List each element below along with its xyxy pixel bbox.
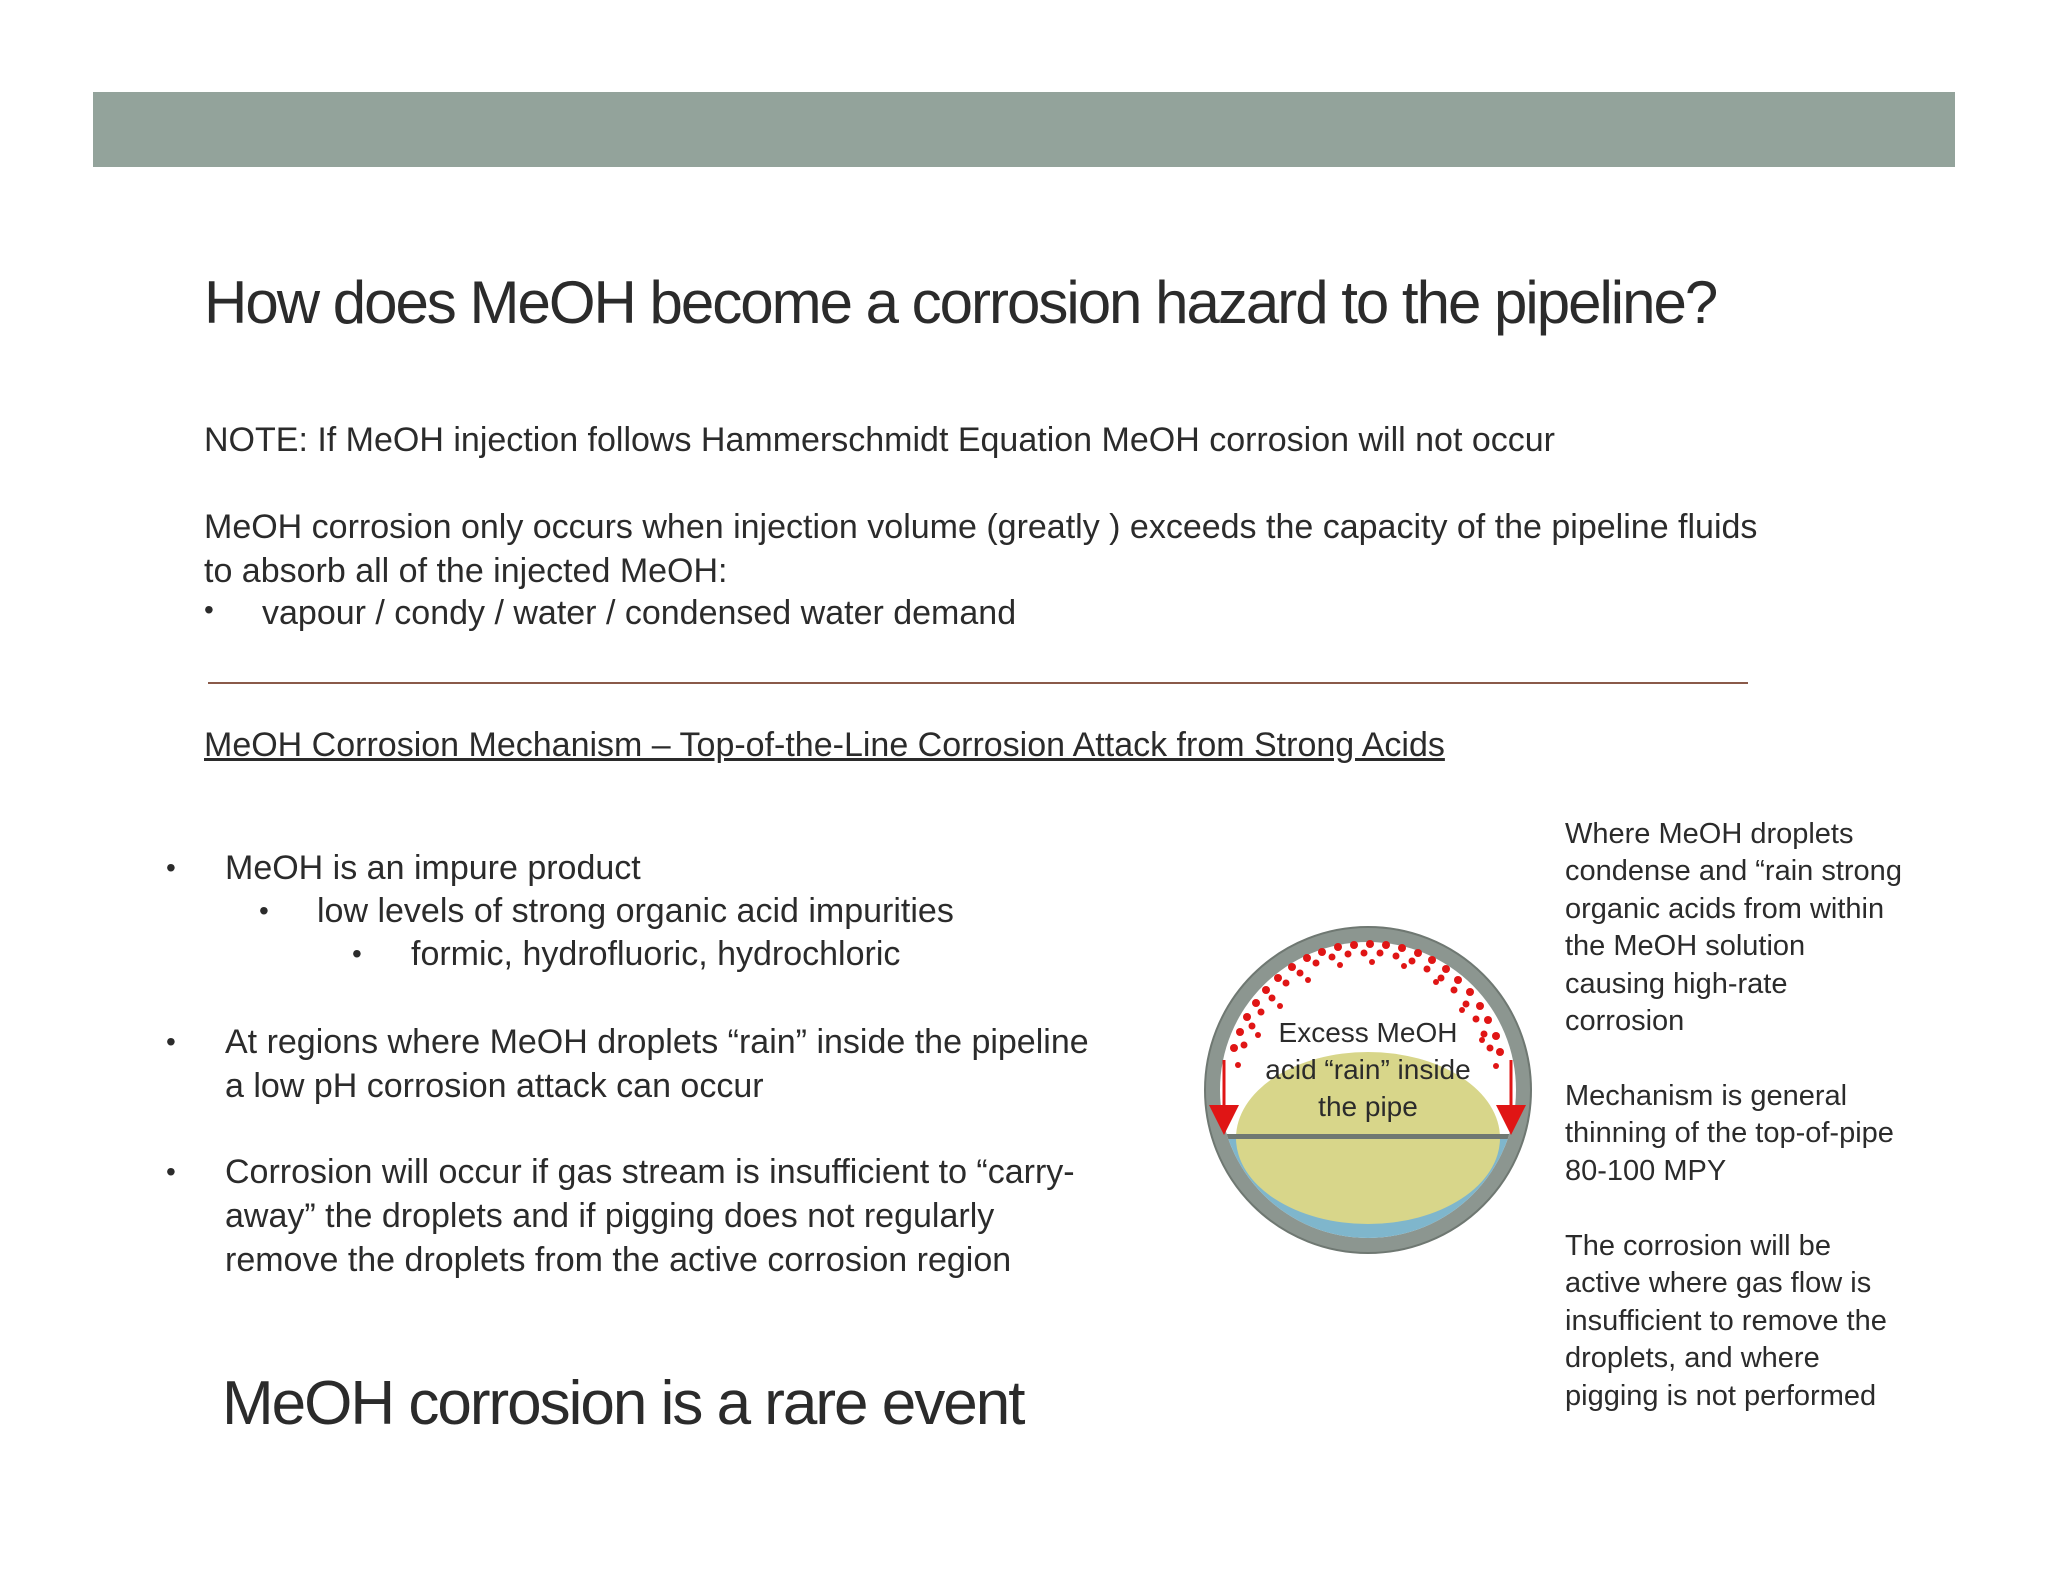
bullet-marker: • [204,594,214,625]
bullet-marker: • [259,895,269,926]
bullet-rain-line-2: a low pH corrosion attack can occur [225,1067,764,1105]
liquid-line [1210,1134,1530,1139]
side-note-line: insufficient to remove the [1565,1305,1887,1337]
bullet-marker: • [166,852,176,883]
pipe-cross-section-diagram [1200,920,1540,1260]
diagram-label-line-2: acid “rain” inside [1265,1054,1471,1085]
side-note-line: organic acids from within [1565,893,1885,925]
divider-rule [208,682,1748,684]
side-note-line: Where MeOH droplets [1565,818,1854,850]
bullet-carry-line-1: Corrosion will occur if gas stream is insufficient to “carry- [225,1153,1075,1191]
header-bar [93,92,1955,167]
mechanism-subheading: MeOH Corrosion Mechanism – Top-of-the-Line Corrosion Attack from Strong Acids [204,726,1445,764]
side-note-line: causing high-rate [1565,968,1788,1000]
side-note-line: droplets, and where [1565,1342,1820,1374]
bullet-marker: • [166,1026,176,1057]
diagram-label-line-3: the pipe [1318,1091,1418,1122]
bullet-marker: • [166,1156,176,1187]
side-note-line: the MeOH solution [1565,930,1806,962]
bullet-carry-line-3: remove the droplets from the active corrosion region [225,1241,1012,1279]
bullet-impure: MeOH is an impure product [225,849,641,887]
bullet-marker: • [352,938,362,969]
bullet-carry-line-2: away” the droplets and if pigging does not regularly [225,1197,995,1235]
diagram-label-line-1: Excess MeOH [1278,1017,1458,1048]
side-note-line: 80-100 MPY [1565,1155,1727,1187]
capacity-line-1: MeOH corrosion only occurs when injection volume (greatly ) exceeds the capacity of the pipeline fluids [204,508,1758,546]
bullet-impure-sub: low levels of strong organic acid impurities [317,892,954,930]
side-note-line: pigging is not performed [1565,1380,1877,1412]
note-text: NOTE: If MeOH injection follows Hammerschmidt Equation MeOH corrosion will not occur [204,421,1555,459]
bullet-rain-line-1: At regions where MeOH droplets “rain” inside the pipeline [225,1023,1089,1061]
side-note-line: corrosion [1565,1005,1685,1037]
side-note-line: active where gas flow is [1565,1267,1872,1299]
side-note-line: The corrosion will be [1565,1230,1831,1262]
bullet-acid-list: formic, hydrofluoric, hydrochloric [411,935,901,973]
side-note-line: condense and “rain strong [1565,855,1902,887]
capacity-line-2: to absorb all of the injected MeOH: [204,552,728,590]
side-note-line: Mechanism is general [1565,1080,1848,1112]
side-note-line: thinning of the top-of-pipe [1565,1117,1894,1149]
slide-title: How does MeOH become a corrosion hazard to the pipeline? [204,269,1717,336]
capacity-paragraph [204,505,1757,593]
conclusion-text: MeOH corrosion is a rare event [222,1369,1024,1438]
capacity-bullet: vapour / condy / water / condensed water demand [262,594,1017,632]
